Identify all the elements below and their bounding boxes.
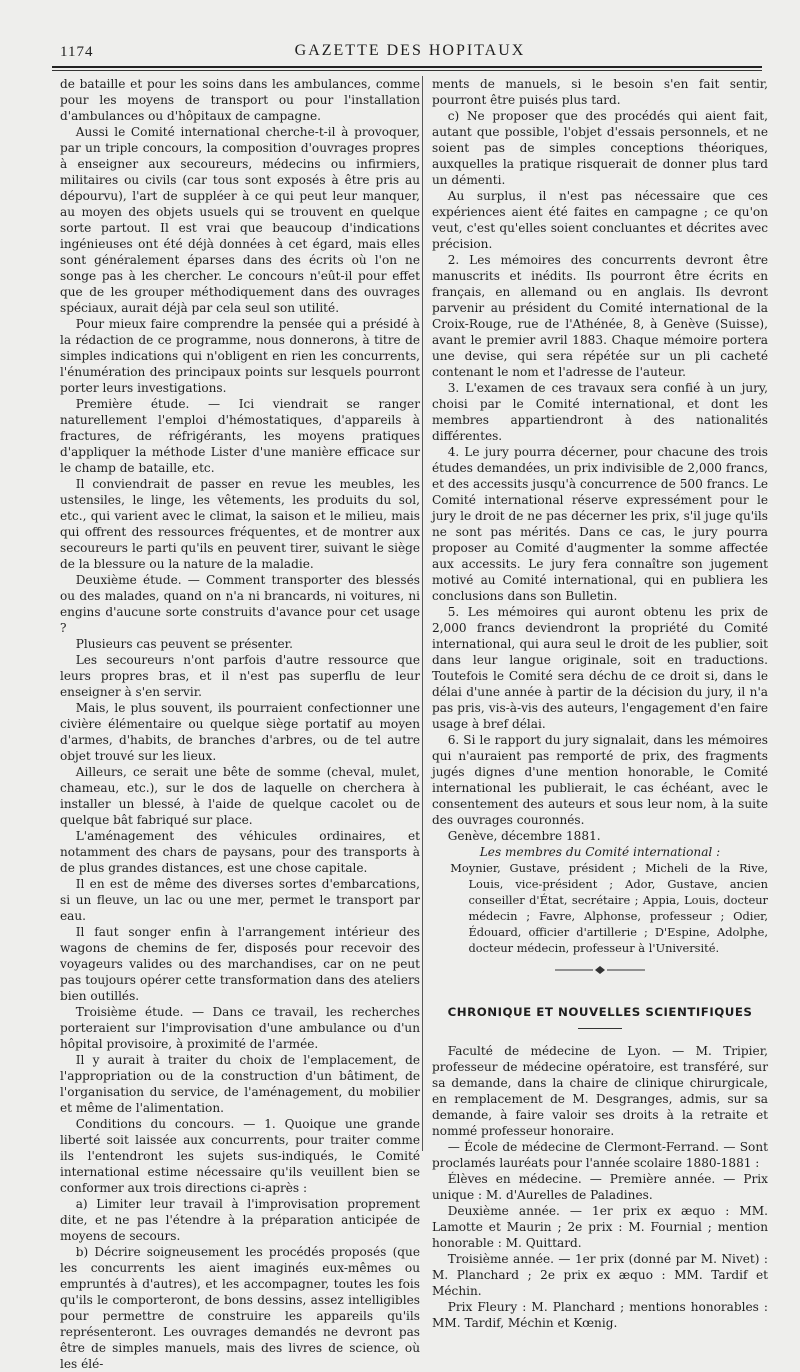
right-column <box>432 76 768 1331</box>
paragraph: Plusieurs cas peuvent se présenter. <box>75 637 293 651</box>
paragraph: Conditions du concours. — 1. Quoique une grande liberté soit laissée aux concurrents, pour traiter comme ils l'entendront les sujets sus-indiqués, le Comité international estime nécessaire qu'ils veuillent bien se conformer aux trois directions ci-après : <box>60 1117 420 1195</box>
header-rule-thick <box>52 66 762 68</box>
left-column <box>60 76 420 1372</box>
paragraph: b) Décrire soigneusement les procédés proposés (que les concurrents les aient imaginés eux-mêmes ou empruntés à d'autres), et les accompagner, toutes les fois qu'ils le comporteront, de bons dessins, assez intelligibles pour permettre de construire les appareils qu'ils représenteront. Les ouvrages demandés ne devront pas être de simples manuels, mais des livres de science, où les élé- <box>60 1245 420 1371</box>
running-title: GAZETTE DES HOPITAUX <box>294 42 526 59</box>
dateline: Genève, décembre 1881. <box>447 829 601 843</box>
ornament-rule-icon <box>555 966 645 974</box>
paragraph: Il y aurait à traiter du choix de l'emplacement, de l'appropriation ou de la construction d'un bâtiment, de l'organisation du service, de l'aménagement, du mobilier et même de l'alimentation. <box>60 1053 420 1115</box>
paragraph: Aussi le Comité international cherche-t-il à provoquer, par un triple concours, la composition d'ouvrages propres à enseigner aux secoureurs, médecins ou infirmiers, militaires ou civils (car tous sont exposés à être pris au dépourvu), l'art de suppléer à ce qui peut leur manquer, au moyen des objets usuels qui se trouvent en quelque sorte partout. Il est vrai que beaucoup d'indications ingénieuses ont été déjà données à cet égard, mais elles sont généralement éparses dans des écrits où l'on ne songe pas à les chercher. Le concours n'eût-il pour effet que de les grouper méthodiquement dans des ouvrages spéciaux, aurait déjà par cela seul son utilité. <box>60 125 420 315</box>
paragraph: Élèves en médecine. — Première année. — Prix unique : M. d'Aurelles de Paladines. <box>432 1172 768 1202</box>
page-number: 1174 <box>60 44 94 60</box>
signatories: Moynier, Gustave, président ; Micheli de la Rive, Louis, vice-président ; Ador, Gustave, ancien conseiller d'État, secrétaire ; Appia, Louis, docteur médecin ; Favre, Alphonse, professeur ; Odier, Édouard, officier d'artillerie ; D'Espine, Adolphe, docteur médecin, professeur à l'Université. <box>450 861 768 955</box>
paragraph: Première étude. — Ici viendrait se ranger naturellement l'emploi d'hémostatiques, d'appareils à fractures, de réfrigérants, les moyens pratiques d'appliquer la méthode Lister d'une manière efficace sur le champ de bataille, etc. <box>60 397 420 475</box>
paragraph: L'aménagement des véhicules ordinaires, et notamment des chars de paysans, pour des transports à de plus grandes distances, est une chose capitale. <box>60 829 420 875</box>
paragraph: Prix Fleury : M. Planchard ; mentions honorables : MM. Tardif, Méchin et Kœnig. <box>432 1300 768 1330</box>
paragraph: Deuxième année. — 1er prix ex æquo : MM. Lamotte et Maurin ; 2e prix : M. Fournial ; mention honorable : M. Quittard. <box>432 1204 768 1250</box>
paragraph: Faculté de médecine de Lyon. — M. Tripier, professeur de médecine opératoire, est transféré, sur sa demande, dans la chaire de clinique chirurgicale, en remplacement de M. Desgranges, admis, sur sa demande, à faire valoir ses droits à la retraite et nommé professeur honoraire. <box>432 1044 768 1138</box>
paragraph: 2. Les mémoires des concurrents devront être manuscrits et inédits. Ils pourront être écrits en français, en allemand ou en anglais. Ils devront parvenir au président du Comité international de la Croix-Rouge, rue de l'Athénée, 8, à Genève (Suisse), avant le premier avril 1883. Chaque mémoire portera une devise, qui sera répétée sur un pli cacheté contenant le nom et l'adresse de l'auteur. <box>432 253 768 379</box>
paragraph: Au surplus, il n'est pas nécessaire que ces expériences aient été faites en campagne ; ce qu'on veut, c'est qu'elles soient concluantes et décrites avec précision. <box>432 189 768 251</box>
paragraph: 4. Le jury pourra décerner, pour chacune des trois études demandées, un prix indivisible de 2,000 francs, et des accessits jusqu'à concurrence de 500 francs. Le Comité international réserve expressément pour le jury le droit de ne pas décerner les prix, s'il juge qu'ils ne sont pas mérités. Dans ce cas, le jury pourra proposer au Comité d'augmenter la somme affectée aux accessits. Le jury fera connaître son jugement motivé au Comité international, qui en publiera les conclusions dans son Bulletin. <box>432 445 768 603</box>
paragraph: Ailleurs, ce serait une bête de somme (cheval, mulet, chameau, etc.), sur le dos de laquelle on cherchera à installer un blessé, à l'aide de quelque cacolet ou de quelque bât fabriqué sur place. <box>60 765 420 827</box>
paragraph: Pour mieux faire comprendre la pensée qui a présidé à la rédaction de ce programme, nous donnerons, à titre de simples indications qui n'obligent en rien les concurrents, l'énumération des principaux points sur lesquels pourront porter leurs investigations. <box>60 317 420 395</box>
paragraph: Les secoureurs n'ont parfois d'autre ressource que leurs propres bras, et il n'est pas superflu de leur enseigner à s'en servir. <box>60 653 420 699</box>
paragraph: — École de médecine de Clermont-Ferrand. — Sont proclamés lauréats pour l'année scolaire 1880-1881 : <box>432 1140 768 1170</box>
signoff: Les membres du Comité international : <box>479 845 721 859</box>
paragraph: Il en est de même des diverses sortes d'embarcations, si un fleuve, un lac ou une mer, permet le transport par eau. <box>60 877 420 923</box>
paragraph: c) Ne proposer que des procédés qui aient fait, autant que possible, l'objet d'essais personnels, et ne soient pas de simples conceptions théoriques, auxquelles la pratique risquerait de donner plus tard un démenti. <box>432 109 768 187</box>
paragraph: Troisième année. — 1er prix (donné par M. Nivet) : M. Planchard ; 2e prix ex æquo : MM. Tardif et Méchin. <box>432 1252 768 1298</box>
paragraph: Troisième étude. — Dans ce travail, les recherches porteraient sur l'improvisation d'une ambulance ou d'un hôpital provisoire, à proximité de l'armée. <box>60 1005 420 1051</box>
paragraph: de bataille et pour les soins dans les ambulances, comme pour les moyens de transport ou pour l'installation d'ambulances ou d'hôpitaux de campagne. <box>60 77 420 123</box>
paragraph: Il conviendrait de passer en revue les meubles, les ustensiles, le linge, les vêtements, les produits du sol, etc., qui varient avec le climat, la saison et le milieu, mais qui offrent des ressources fréquentes, et de montrer aux secoureurs le parti qu'ils en peuvent tirer, suivant le siège de la blessure ou la nature de la maladie. <box>60 477 420 571</box>
paragraph: a) Limiter leur travail à l'improvisation proprement dite, et ne pas l'étendre à la préparation anticipée de moyens de secours. <box>60 1197 420 1243</box>
section-title-underline <box>578 1028 622 1029</box>
paragraph: Mais, le plus souvent, ils pourraient confectionner une civière élémentaire ou quelque siège portatif au moyen d'armes, d'habits, de branches d'arbres, ou de tel autre objet trouvé sur les lieux. <box>60 701 420 763</box>
section-title: CHRONIQUE ET NOUVELLES SCIENTIFIQUES <box>447 1005 753 1019</box>
paragraph: ments de manuels, si le besoin s'en fait sentir, pourront être puisés plus tard. <box>432 77 768 107</box>
paragraph: Il faut songer enfin à l'arrangement intérieur des wagons de chemins de fer, disposés pour recevoir des voyageurs valides ou des marchandises, car on ne peut pas toujours opérer cette transformation dans des ateliers bien outillés. <box>60 925 420 1003</box>
column-divider <box>422 76 423 1151</box>
page-header <box>60 42 760 66</box>
paragraph: 3. L'examen de ces travaux sera confié à un jury, choisi par le Comité international, et dont les membres appartiendront à des nationalités différentes. <box>432 381 768 443</box>
paragraph: Deuxième étude. — Comment transporter des blessés ou des malades, quand on n'a ni brancards, ni voitures, ni engins d'aucune sorte construits d'avance pour cet usage ? <box>60 573 420 635</box>
paragraph: 6. Si le rapport du jury signalait, dans les mémoires qui n'auraient pas remporté de prix, des fragments jugés dignes d'une mention honorable, le Comité international les publierait, le cas échéant, avec le consentement des auteurs et sous leur nom, à la suite des ouvrages couronnés. <box>432 733 768 827</box>
header-rule-thin <box>52 70 762 71</box>
paragraph: 5. Les mémoires qui auront obtenu les prix de 2,000 francs deviendront la propriété du Comité international, qui aura seul le droit de les publier, soit dans leur langue originale, soit en traductions. Toutefois le Comité sera déchu de ce droit si, dans le délai d'une année à partir de la décision du jury, il n'a pas pris, vis-à-vis des auteurs, l'engagement d'en faire usage à bref délai. <box>432 605 768 731</box>
